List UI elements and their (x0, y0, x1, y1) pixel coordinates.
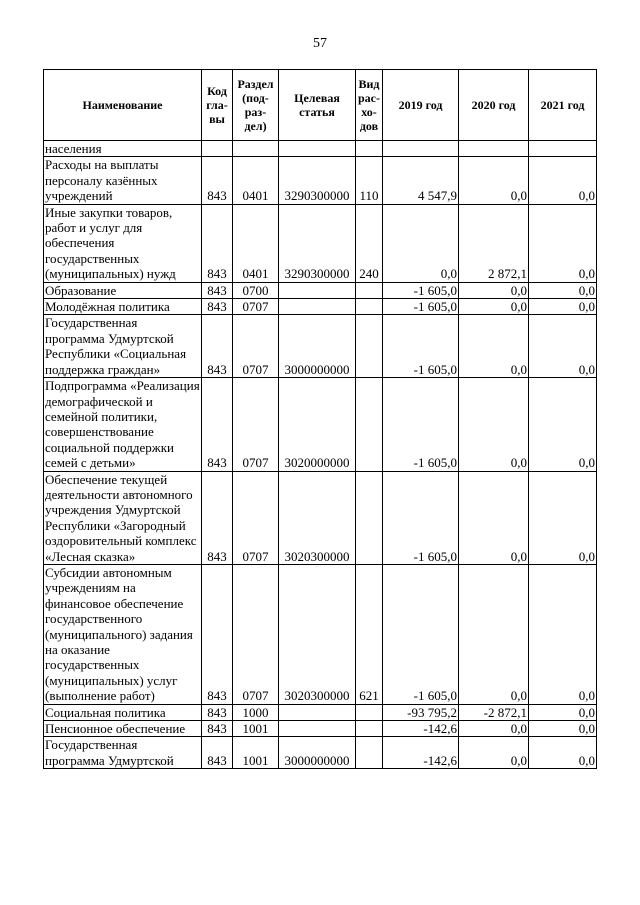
row-2020: 0,0 (459, 471, 529, 564)
row-2020: 0,0 (459, 721, 529, 737)
row-2020: 0,0 (459, 299, 529, 315)
row-2021: 0,0 (529, 299, 597, 315)
row-2021: 0,0 (529, 157, 597, 204)
row-target: 3020300000 (279, 471, 356, 564)
row-target (279, 282, 356, 298)
row-code: 843 (202, 721, 233, 737)
row-type: 240 (356, 204, 383, 282)
row-2021: 0,0 (529, 204, 597, 282)
table-row (44, 204, 597, 282)
row-name: Расходы на выплаты персоналу казённых учреждений (44, 157, 202, 204)
row-2019: 4 547,9 (383, 157, 459, 204)
row-section: 1001 (233, 737, 279, 769)
row-type (356, 299, 383, 315)
row-type (356, 315, 383, 378)
budget-table (43, 69, 597, 769)
row-name: Обеспечение текущей деятельности автономного учреждения Удмуртской Республики «Загородный оздоровительный комплекс «Лесная сказка» (44, 471, 202, 564)
row-2020: 2 872,1 (459, 204, 529, 282)
row-section: 0401 (233, 204, 279, 282)
row-2021: 0,0 (529, 315, 597, 378)
row-2020: 0,0 (459, 282, 529, 298)
row-code: 843 (202, 204, 233, 282)
row-2019: -142,6 (383, 721, 459, 737)
row-2019: -1 605,0 (383, 378, 459, 471)
row-section: 0707 (233, 564, 279, 704)
row-code: 843 (202, 157, 233, 204)
table-header-row (44, 70, 597, 141)
table-row (44, 721, 597, 737)
row-target: 3020000000 (279, 378, 356, 471)
table-row (44, 704, 597, 720)
row-name: Иные закупки товаров, работ и услуг для обеспечения государственных (муниципальных) нужд (44, 204, 202, 282)
row-code: 843 (202, 299, 233, 315)
row-name: Государственная программа Удмуртской (44, 737, 202, 769)
table-row (44, 737, 597, 769)
table-row (44, 141, 597, 157)
row-target (279, 299, 356, 315)
table-row (44, 471, 597, 564)
row-2021: 0,0 (529, 564, 597, 704)
row-2019: -142,6 (383, 737, 459, 769)
row-2020: -2 872,1 (459, 704, 529, 720)
row-target: 3000000000 (279, 737, 356, 769)
row-2020 (459, 141, 529, 157)
header-target: Целевая статья (279, 70, 356, 141)
row-section: 0707 (233, 315, 279, 378)
header-2019: 2019 год (383, 70, 459, 141)
row-name: Государственная программа Удмуртской Республики «Социальная поддержка граждан» (44, 315, 202, 378)
row-target: 3000000000 (279, 315, 356, 378)
row-2019 (383, 141, 459, 157)
row-target (279, 141, 356, 157)
row-code: 843 (202, 378, 233, 471)
table-row (44, 282, 597, 298)
table-row (44, 564, 597, 704)
row-target: 3290300000 (279, 204, 356, 282)
row-type (356, 737, 383, 769)
row-type (356, 282, 383, 298)
row-name: Подпрограмма «Реализация демографической и семейной политики, совершенствование социальной поддержки семей с детьми» (45, 378, 200, 471)
row-2019: -1 605,0 (383, 315, 459, 378)
row-name: населения (44, 141, 202, 157)
row-target: 3020300000 (279, 564, 356, 704)
row-type (356, 141, 383, 157)
row-type: 110 (356, 157, 383, 204)
table-row (44, 315, 597, 378)
header-2021: 2021 год (529, 70, 597, 141)
row-section: 0707 (233, 471, 279, 564)
row-type: 621 (356, 564, 383, 704)
header-code: Код гла-вы (202, 70, 233, 141)
row-2021 (529, 141, 597, 157)
header-2020: 2020 год (459, 70, 529, 141)
row-2021: 0,0 (529, 721, 597, 737)
row-code: 843 (202, 564, 233, 704)
row-2021: 0,0 (529, 737, 597, 769)
row-code: 843 (202, 315, 233, 378)
row-2019: -93 795,2 (383, 704, 459, 720)
row-name: Субсидии автономным учреждениям на финансовое обеспечение государственного (муниципального) задания на оказание государственных (муниципальных) услуг (выполнение работ) (44, 564, 202, 704)
header-name: Наименование (44, 70, 202, 141)
table-row (44, 378, 597, 471)
row-2021: 0,0 (529, 282, 597, 298)
row-type (356, 721, 383, 737)
row-name: Молодёжная политика (44, 299, 202, 315)
row-type (356, 378, 383, 471)
row-2021: 0,0 (529, 704, 597, 720)
row-section: 1000 (233, 704, 279, 720)
row-code: 843 (202, 282, 233, 298)
row-2019: -1 605,0 (383, 282, 459, 298)
row-name: Образование (44, 282, 202, 298)
row-2021: 0,0 (529, 378, 597, 471)
row-target: 3290300000 (279, 157, 356, 204)
table-row (44, 299, 597, 315)
row-target (279, 721, 356, 737)
row-2019: -1 605,0 (383, 564, 459, 704)
row-name: Социальная политика (44, 704, 202, 720)
row-target (279, 704, 356, 720)
page-number: 57 (313, 36, 327, 51)
table-row (44, 157, 597, 204)
row-section: 1001 (233, 721, 279, 737)
row-section: 0700 (233, 282, 279, 298)
row-name: Пенсионное обеспечение (44, 721, 202, 737)
row-2021: 0,0 (529, 471, 597, 564)
row-type (356, 471, 383, 564)
row-section: 0401 (233, 157, 279, 204)
row-type (356, 704, 383, 720)
row-2020: 0,0 (459, 378, 529, 471)
row-section: 0707 (233, 378, 279, 471)
row-2020: 0,0 (459, 737, 529, 769)
row-code: 843 (202, 471, 233, 564)
row-code (202, 141, 233, 157)
row-section: 0707 (233, 299, 279, 315)
header-section: Раздел (под-раз-дел) (233, 70, 279, 141)
row-code: 843 (202, 704, 233, 720)
row-2019: 0,0 (383, 204, 459, 282)
row-2020: 0,0 (459, 564, 529, 704)
row-2019: -1 605,0 (383, 471, 459, 564)
row-2020: 0,0 (459, 315, 529, 378)
row-code: 843 (202, 737, 233, 769)
row-section (233, 141, 279, 157)
row-2020: 0,0 (459, 157, 529, 204)
row-2019: -1 605,0 (383, 299, 459, 315)
header-type: Вид рас-хо-дов (356, 70, 383, 141)
